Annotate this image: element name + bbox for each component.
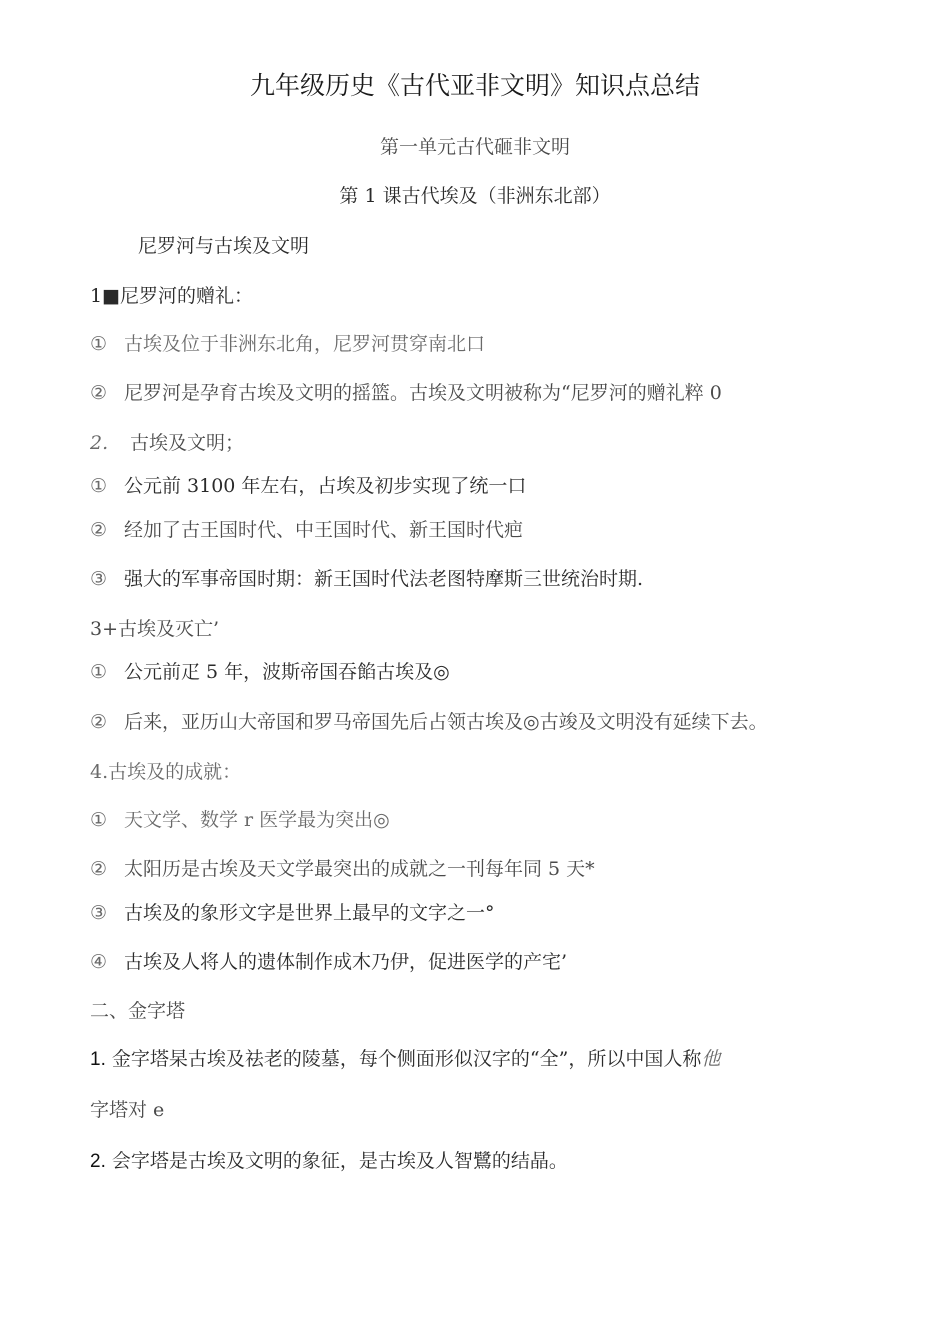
item4-point-4 <box>90 950 567 974</box>
item2-point-3 <box>90 567 643 591</box>
item3-point-1 <box>90 660 450 684</box>
point-marker: ② <box>90 858 108 880</box>
section1-heading: 尼罗河与古埃及文明 <box>138 235 310 257</box>
point-text: 古埃及人将人的遗体制作成木乃伊，促进医学的产宅’ <box>124 951 568 973</box>
item3-point-2 <box>90 710 768 734</box>
point-text: 强大的军事帝国时期：新王国时代法老图特摩斯三世统治时期. <box>124 568 644 590</box>
point-marker: ① <box>90 333 108 355</box>
item2-marker: 2. <box>90 432 109 454</box>
lesson-heading: 第 1 课古代埃及（非洲东北部） <box>339 185 611 207</box>
point-text: 后来，亚历山大帝国和罗马帝国先后占领古埃及◎古竣及文明没有延续下去。 <box>124 711 768 733</box>
point-marker: ② <box>90 711 108 733</box>
section2-paragraph-2 <box>90 1149 568 1174</box>
item2-point-1 <box>90 474 526 498</box>
paragraph-text: 金字塔杲古埃及祛老的陵墓，每个侧面形似汉字的“全”，所以中国人称 <box>111 1048 702 1070</box>
paragraph-italic: 他 <box>701 1048 721 1070</box>
item2-label: 古埃及文明； <box>130 432 245 454</box>
point-marker: ② <box>90 519 108 541</box>
point-marker: ① <box>90 809 108 831</box>
paragraph-text: 会字塔是古埃及文明的象征，是古埃及人智鷺的结晶。 <box>111 1150 568 1172</box>
item1-point-1 <box>90 332 485 356</box>
item2-label-row <box>90 431 244 455</box>
point-text: 公元前 3100 年左右，占埃及初步实现了统一口 <box>124 475 527 497</box>
item4-point-1 <box>90 808 390 832</box>
item4-label: 4.古埃及的成就： <box>90 761 242 783</box>
item3-label: 3+古埃及灭亡’ <box>90 618 220 640</box>
item2-point-2 <box>90 518 523 542</box>
point-marker: ① <box>90 661 108 683</box>
item4-point-3 <box>90 901 495 925</box>
point-text: 古埃及的象形文字是世界上最早的文字之一° <box>124 902 495 924</box>
paragraph-number: 1. <box>90 1049 106 1070</box>
point-marker: ③ <box>90 902 108 924</box>
item1-label: 1■尼罗河的赠礼： <box>90 285 254 307</box>
point-text: 公元前疋 5 年，波斯帝国吞餡古埃及◎ <box>124 661 450 683</box>
point-text: 尼罗河是孕育古埃及文明的摇篮。古埃及文明被称为“尼罗河的赠礼粹 0 <box>124 382 722 404</box>
section2-paragraph-1 <box>90 1047 720 1072</box>
paragraph-number: 2. <box>90 1151 106 1172</box>
section2-heading: 二、金字塔 <box>90 1000 186 1022</box>
item4-point-2 <box>90 857 595 881</box>
point-text: 经加了古王国时代、中王国时代、新王国时代疤 <box>124 519 524 541</box>
unit-heading: 第一单元古代砸非文明 <box>379 136 570 158</box>
point-text: 天文学、数学 r 医学最为突出◎ <box>124 809 390 831</box>
section2-paragraph-1-continued: 字塔对 e <box>90 1099 165 1121</box>
point-marker: ① <box>90 475 108 497</box>
document-title: 九年级历史《古代亚非文明》知识点总结 <box>249 71 700 100</box>
item1-point-2 <box>90 381 722 405</box>
point-marker: ② <box>90 382 108 404</box>
point-marker: ④ <box>90 951 108 973</box>
point-marker: ③ <box>90 568 108 590</box>
point-text: 古埃及位于非洲东北角，尼罗河贯穿南北口 <box>124 333 486 355</box>
point-text: 太阳历是古埃及天文学最突出的成就之一刊每年同 5 天* <box>124 858 595 880</box>
